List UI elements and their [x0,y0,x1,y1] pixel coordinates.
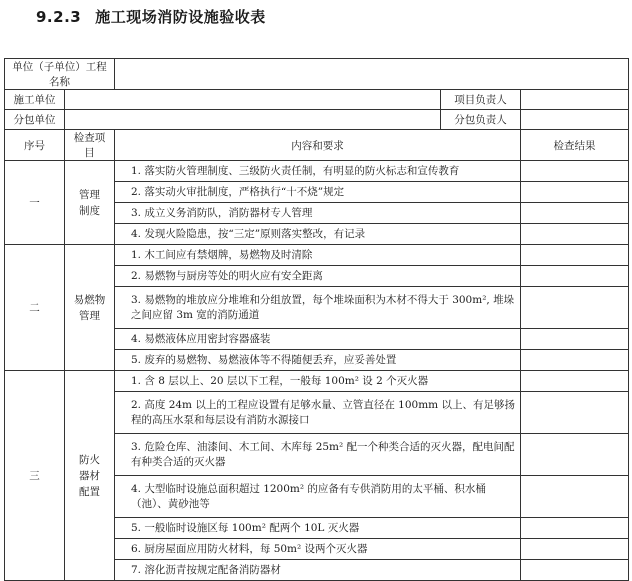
section-seq: 二 [5,245,65,371]
col-header-content: 内容和要求 [115,130,521,161]
category-line: 器材 [79,469,100,482]
table-row [5,161,629,182]
section-category [65,371,115,581]
subcontract-unit-row [5,110,629,130]
requirement-text: 2. 易燃物与厨房等处的明火应有安全距离 [115,266,521,287]
requirement-text: 1. 含 8 层以上、20 层以下工程，一般每 100m² 设 2 个灭火器 [115,371,521,392]
project-manager-label: 项目负责人 [441,90,521,110]
requirement-text: 4. 易燃液体应用密封容器盛装 [115,329,521,350]
category-line: 管理 [79,188,100,201]
result-cell[interactable] [521,245,629,266]
category-line: 配置 [79,485,100,498]
col-header-seq: 序号 [5,130,65,161]
result-cell[interactable] [521,434,629,476]
col-header-item: 检查项目 [65,130,115,161]
section-category [65,245,115,371]
result-cell[interactable] [521,182,629,203]
section-number: 9.2.3 [36,8,82,26]
requirement-text: 2. 高度 24m 以上的工程应设置有足够水量、立管直径在 100mm 以上、有足够扬程的高压水泵和每层设有消防水源接口 [115,392,521,434]
section-category [65,161,115,245]
section-title: 施工现场消防设施验收表 [95,8,266,26]
category-line: 制度 [79,204,100,217]
result-cell[interactable] [521,539,629,560]
requirement-text: 1. 落实防火管理制度、三级防火责任制，有明显的防火标志和宣传教育 [115,161,521,182]
requirement-text: 5. 废弃的易燃物、易燃液体等不得随便丢弃，应妥善处置 [115,350,521,371]
result-cell[interactable] [521,203,629,224]
subcontract-manager-label: 分包负责人 [441,110,521,130]
unit-project-value[interactable] [115,59,629,90]
result-cell[interactable] [521,518,629,539]
requirement-text: 3. 易燃物的堆放应分堆堆和分组放置，每个堆垛面积为木材不得大于 300m², 堆垛之间应留 3m 宽的消防通道 [115,287,521,329]
category-line: 防火 [79,453,100,466]
table-row [5,245,629,266]
requirement-text: 5. 一般临时设施区每 100m² 配两个 10L 灭火器 [115,518,521,539]
result-cell[interactable] [521,287,629,329]
requirement-text: 3. 危险仓库、油漆间、木工间、木库每 25m² 配一个种类合适的灭火器，配电间配有种类合适的灭火器 [115,434,521,476]
unit-project-row [5,59,629,90]
requirement-text: 3. 成立义务消防队，消防器材专人管理 [115,203,521,224]
requirement-text: 6. 厨房屋面应用防火材料，每 50m² 设两个灭火器 [115,539,521,560]
construction-unit-row [5,90,629,110]
category-line: 管理 [79,309,100,322]
unit-project-label: 单位（子单位）工程名称 [5,59,115,90]
requirement-text: 4. 发现火险隐患，按“三定”原则落实整改，有记录 [115,224,521,245]
construction-unit-value[interactable] [65,90,441,110]
subcontract-manager-value[interactable] [521,110,629,130]
result-cell[interactable] [521,371,629,392]
table-row [5,371,629,392]
column-header-row [5,130,629,161]
construction-unit-label: 施工单位 [5,90,65,110]
section-seq: 三 [5,371,65,581]
col-header-result: 检查结果 [521,130,629,161]
requirement-text: 2. 落实动火审批制度，严格执行“十不烧”规定 [115,182,521,203]
category-line: 易燃物 [73,293,106,306]
requirement-text: 7. 溶化沥青按规定配备消防器材 [115,560,521,581]
requirement-text: 1. 木工间应有禁烟牌，易燃物及时清除 [115,245,521,266]
result-cell[interactable] [521,392,629,434]
inspection-table [4,58,629,581]
result-cell[interactable] [521,350,629,371]
project-manager-value[interactable] [521,90,629,110]
result-cell[interactable] [521,266,629,287]
subcontract-unit-label: 分包单位 [5,110,65,130]
result-cell[interactable] [521,476,629,518]
result-cell[interactable] [521,161,629,182]
subcontract-unit-value[interactable] [65,110,441,130]
requirement-text: 4. 大型临时设施总面积超过 1200m² 的应备有专供消防用的太平桶、积水桶（池）、黄砂池等 [115,476,521,518]
result-cell[interactable] [521,560,629,581]
section-seq: 一 [5,161,65,245]
result-cell[interactable] [521,224,629,245]
result-cell[interactable] [521,329,629,350]
section-heading [36,6,266,27]
